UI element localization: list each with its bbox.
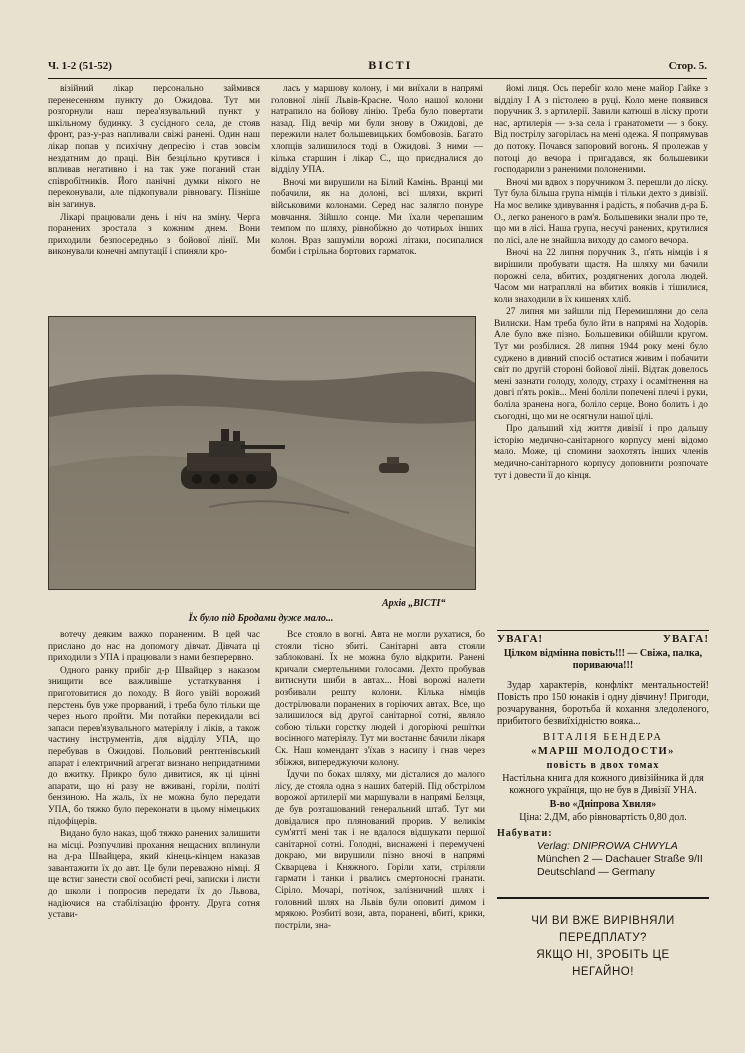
ad-verlag: Verlag: DNIPROWA CHWYLA — [537, 840, 678, 852]
attention-label: УВАГА! — [497, 633, 544, 645]
ad-author: ВІТАЛІЯ БЕНДЕРА — [543, 732, 663, 743]
paragraph: Вночі ми вдвох з поручником З. перешли до ліску. Тут була більша група німців і тільки дехто з дивізії. На мос велике здивування і радість, я побачив д-ра Б. О., легко раненого в рам'я. Большевики знали про те, що ми в лісі. Наша група, несучі ранених, крутилися по лісі, але не знайшла виходу до самого вечора. — [494, 177, 708, 246]
issue-number: Ч. 1-2 (51-52) — [48, 60, 112, 72]
ad-attention-row — [497, 633, 709, 645]
ad-country: Deutschland — Germany — [537, 866, 655, 878]
reminder-line: НЕГАЙНО! — [572, 966, 634, 978]
paragraph: візійний лікар персонально займився перенесенням пункту до Ожидова. Тут ми розгорнули наш переа'язувальний пункт у шкільному будинку. З сусідного села, де стояв фронт, раз-у-раз напливали свіжі ранені. Один наш лікар попав у психічну депресію і став зовсім нездатним до праці. Він безцільно крутився і впливав негативно і на так уже поганий стан співробітників. Його панічні думки нікого не переконували, але підкопували рівновагу. Пізніше він загинув. — [48, 84, 260, 210]
paragraph: Вночі на 22 липня поручник З., п'ять німців і я вирішили пробувати щастя. На шляху ми бачили порожні села, вбитих, роздягнених догола людей. Часом ми натраплялі на вбитих вояків і тішилися, коли знаходили в їх кишенях хліб. — [494, 248, 708, 305]
paragraph: Вночі ми вирушили на Білий Камінь. Вранці ми побачили, як на долоні, всі шляхи, вкриті військовими колонами. Серед нас залягло понуре мовчання. Зійшло сонце. Ми їхали черепашим темпом по шляху, рівнобіжно до чотирьох інших колон. Враз зашуміли ворожі літаки, посипалися бомби і стрільна бортових гарматок. — [271, 177, 483, 258]
column-4 — [48, 630, 260, 1040]
ad-publisher: В-во «Дніпрова Хвиля» — [549, 799, 657, 810]
paragraph: лась у маршову колону, і ми виїхали в напрямі головної лінії Львів-Красне. Чоло нашої колони натрапило на бойову лінію. Треба було повертати назад. Під вечір ми були знову в Ожидові, де пережили налет большевицьких бомбовозів. Багато хлопців залишилося тоді в Ожидові. З ними — кілька старшин і лікар С., що приєдналися до відділу УПА. — [271, 84, 483, 176]
page-number: Стор. 5. — [668, 60, 707, 72]
paragraph: вотечу деяким важко пораненим. В цей час прислано до нас на допомогу дівчат. Дівчата ці приходили з УПА і працювали з нами безперервно. — [48, 630, 260, 664]
ad-available-label: Набувати: — [497, 828, 553, 839]
reminder-line: ПЕРЕДПЛАТУ? — [559, 932, 647, 944]
paragraph: Одного ранку прибіг д-р Швайцер з наказом знищити все важливіше устаткування і приготовитися до походу. В його увійі ворожий перстень був уже прорваний, і треба було тільки ще через нього пройти. Ми потайки перекидали всі запаси перев'язувального матеріялу і ліків, а також частину інструментів, для відділу УПА, що перебував в Ожидові. Польовий рентґенівський апарат і електричний агрегат визнано непридатними до вжитку. Прикро було дивитися, як ці цінні апарати, що ні разу не вживані, горіли, політі бензиною. На жаль, їх не можна було передати УПА, бо тяжко було переконати в цьому німецьких підофіцерів. — [48, 665, 260, 827]
ad-street: München 2 — Dachauer Straße 9/II — [537, 853, 703, 865]
ad-headline: Цілком відмінна повість!!! — Свіжа, палка, пориваюча!!! — [503, 648, 703, 671]
paragraph: Їдучи по боках шляху, ми дісталися до малого лісу, де стояла одна з наших батерій. Під обстрілом ворожої артилерії ми маршували в напрямі Белзця, де був розташований генеральний штаб. Тут ми довідалися про плянований прорив. У великім сум'яттї мені так і не вдалося відшукати першої санітарної сотні. Голодні, виснажені і перемучені докраю, ми вирушили пізно вночі в напрямі Скварцева і Княжного. Горіли хати, стріляли гармати і танки і рвались смертоносні гранати. Сіріло. Мочарі, потічок, залізничний шлях і головний шлях на Львів були оповиті димом і мрякою. Розбиті вози, авта, поранені, вбиті, крики, постріли, зна- — [275, 770, 485, 931]
ad-book-title: «МАРШ МОЛОДОСТИ» — [531, 746, 675, 757]
paragraph: Видано було наказ, щоб тяжко ранених залишити на місці. Розпучливі прохання нещасних вплинули на д-ра Швайцера, який кінець-кінцем наказав завантажити їх до авт. Це були переважно німці. Я ще встиг занести свої особисті речі, записки і листи до школи і попросив передати їх до Львова, надіючися на стабілізацію фронту. Друга сотня устави- — [48, 829, 260, 921]
column-1 — [48, 84, 260, 312]
book-advertisement — [497, 628, 709, 1033]
column-3 — [494, 84, 708, 624]
attention-label: УВАГА! — [662, 633, 709, 645]
paragraph: 27 липня ми зайшли під Перемишляни до села Вилиски. Нам треба було йти в напрямі на Ходорів. Але було вже пізно. Большевики обійшли кругом. Тут ми розбілися. 28 липня 1944 року мені було суджено в дивний спосіб остатися живим і побачити світ по другій стороні бойової лінії. Відтак довелось мені зазнати голоду, холоду, страху і осамітнення на довгі п'ять років... Мені боліли попечені плечі і руки, боліла зранена нога, боліло серце. Воно болить і до сьогодні, що ми не осягнули нашої цілі. — [494, 307, 708, 422]
paragraph: Про дальший хід життя дивізії і про дальшу історію медично-санітарного корпусу мені відомо мало. Може, ці спомини заохотять інших членів медично-санітарного корпусу доповнити розпочате тут і довести її до кінця. — [494, 424, 708, 481]
ad-top-rule — [497, 630, 709, 631]
reminder-line: ЧИ ВИ ВЖЕ ВИРІВНЯЛИ — [531, 915, 675, 927]
paragraph: Лікарі працювали день і ніч на зміну. Черга поранених зростала з кожним днем. Вони приходили безпосередньо з бойової лінії. Ми виконували конечні ампутації і спиняли кро- — [48, 212, 260, 258]
subscription-reminder — [497, 897, 709, 981]
ad-price: Ціна: 2.ДМ, або рівновартість 0,80 дол. — [519, 812, 687, 823]
reminder-line: ЯКЩО НІ, ЗРОБІТЬ ЦЕ — [536, 949, 670, 961]
paragraph: Все стояло в вогні. Авта не могли рухатися, бо стояли тісно збиті. Санітарні авта стояли заблоковані. Їх не можна було відкрити. Ранені кричали смертельними голосами. Дехто пробував витиснути шиби в автах... Нові ворожі налети розбивали решту колони. Кілька німців дострілювали поранених в горіючих автах. Все, що залишилося від другої санітарної сотні, являло собою тільки горстку людей і догоріючі решітки восінного матеріялу. Тут ми востаннє бачили лікаря Ск. Наш комендант з'їхав з насипу і гнав через збіжжя, випереджуючи колону. — [275, 630, 485, 768]
photo-credit: Архів „ВІСТІ“ — [382, 598, 446, 609]
page-header — [48, 58, 707, 76]
ad-description: Зудар характерів, конфлікт ментальностей! Повість про 150 юнаків і одну дівчину! Пригоди, розчарування, боротьба й кохання зледоленого, прибитого безвиїхідністю вояка... — [497, 680, 709, 727]
tank-photo-image — [49, 317, 475, 589]
newspaper-title: ВІСТІ — [368, 58, 413, 72]
tank-photo — [48, 316, 476, 590]
ad-subtitle: повість в двох томах — [546, 760, 660, 771]
photo-caption: Їх було під Бродами дуже мало... — [188, 613, 334, 624]
header-rule — [48, 78, 707, 79]
column-2 — [271, 84, 483, 312]
ad-address — [497, 840, 709, 879]
column-5 — [275, 630, 485, 1040]
ad-note: Настільна книга для кожного дивізійника й для кожного українця, що не був в Дивізії УНА. — [502, 773, 704, 796]
paragraph: йомі лиця. Ось перебіг коло мене майор Гайке з відділу І А з пістолею в руці. Коло мене появився поручник З. з артилерії. Завили катюші в ліску проти нас, артилерія — з-за села і гранатомети — з боку. Від пострілу загорілась на мені одежа. Я попрямував до потоку. Почався запоровий вогонь. Я пролежав у потоці до вечора і пригадався, як большевики господарили з раненими полоненими. — [494, 84, 708, 176]
